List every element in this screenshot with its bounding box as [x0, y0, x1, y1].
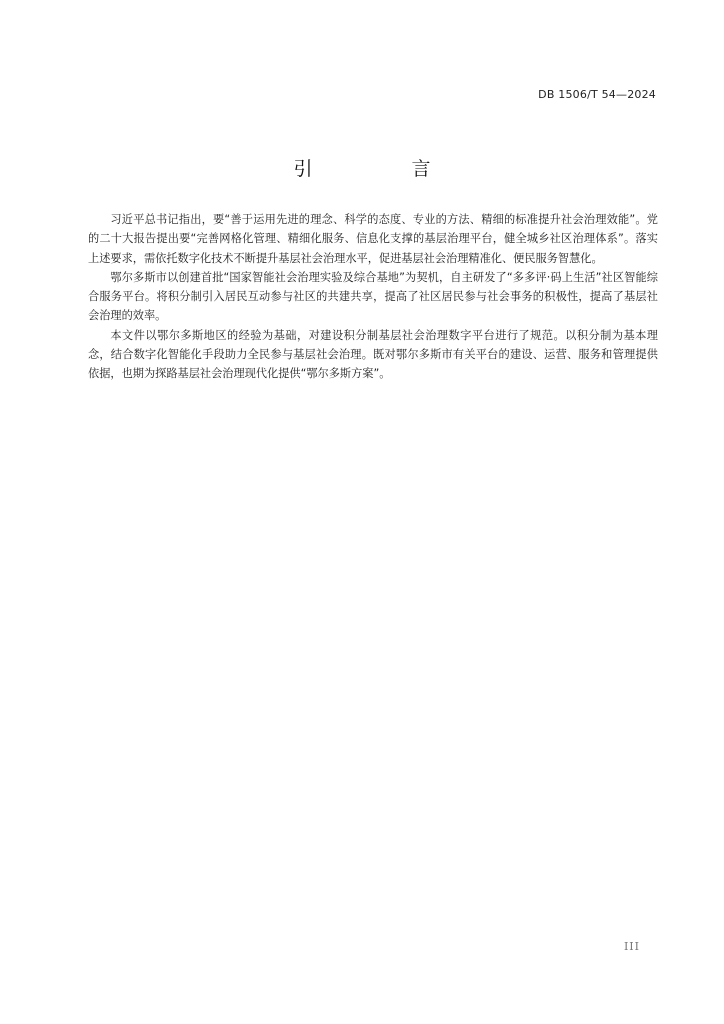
paragraph: 本文件以鄂尔多斯地区的经验为基础，对建设积分制基层社会治理数字平台进行了规范。以积分制为基本理念，结合数字化智能化手段助力全民参与基层社会治理。既对鄂尔多斯市有关平台的建设、运营、服务和管理提供依据，也期为探路基层社会治理现代化提供“鄂尔多斯方案”。 [88, 328, 658, 381]
paragraph: 习近平总书记指出，要“善于运用先进的理念、科学的态度、专业的方法、精细的标准提升社会治理效能”。党的二十大报告提出要“完善网格化管理、精细化服务、信息化支撑的基层治理平台，健全城乡社区治理体系”。落实上述要求，需依托数字化技术不断提升基层社会治理水平，促进基层社会治理精准化、便民服务智慧化。 [88, 213, 658, 265]
page-title: 引 言 [293, 158, 471, 180]
paragraph: 鄂尔多斯市以创建首批“国家智能社会治理实验及综合基地”为契机，自主研发了“多多评·码上生活”社区智能综合服务平台。将积分制引入居民互动参与社区的共建共享，提高了社区居民参与社会事务的积极性，提高了基层社会治理的效率。 [88, 270, 658, 323]
page-number: III [623, 940, 640, 953]
standard-code: DB 1506/T 54—2024 [538, 88, 656, 101]
body-text [88, 210, 658, 384]
